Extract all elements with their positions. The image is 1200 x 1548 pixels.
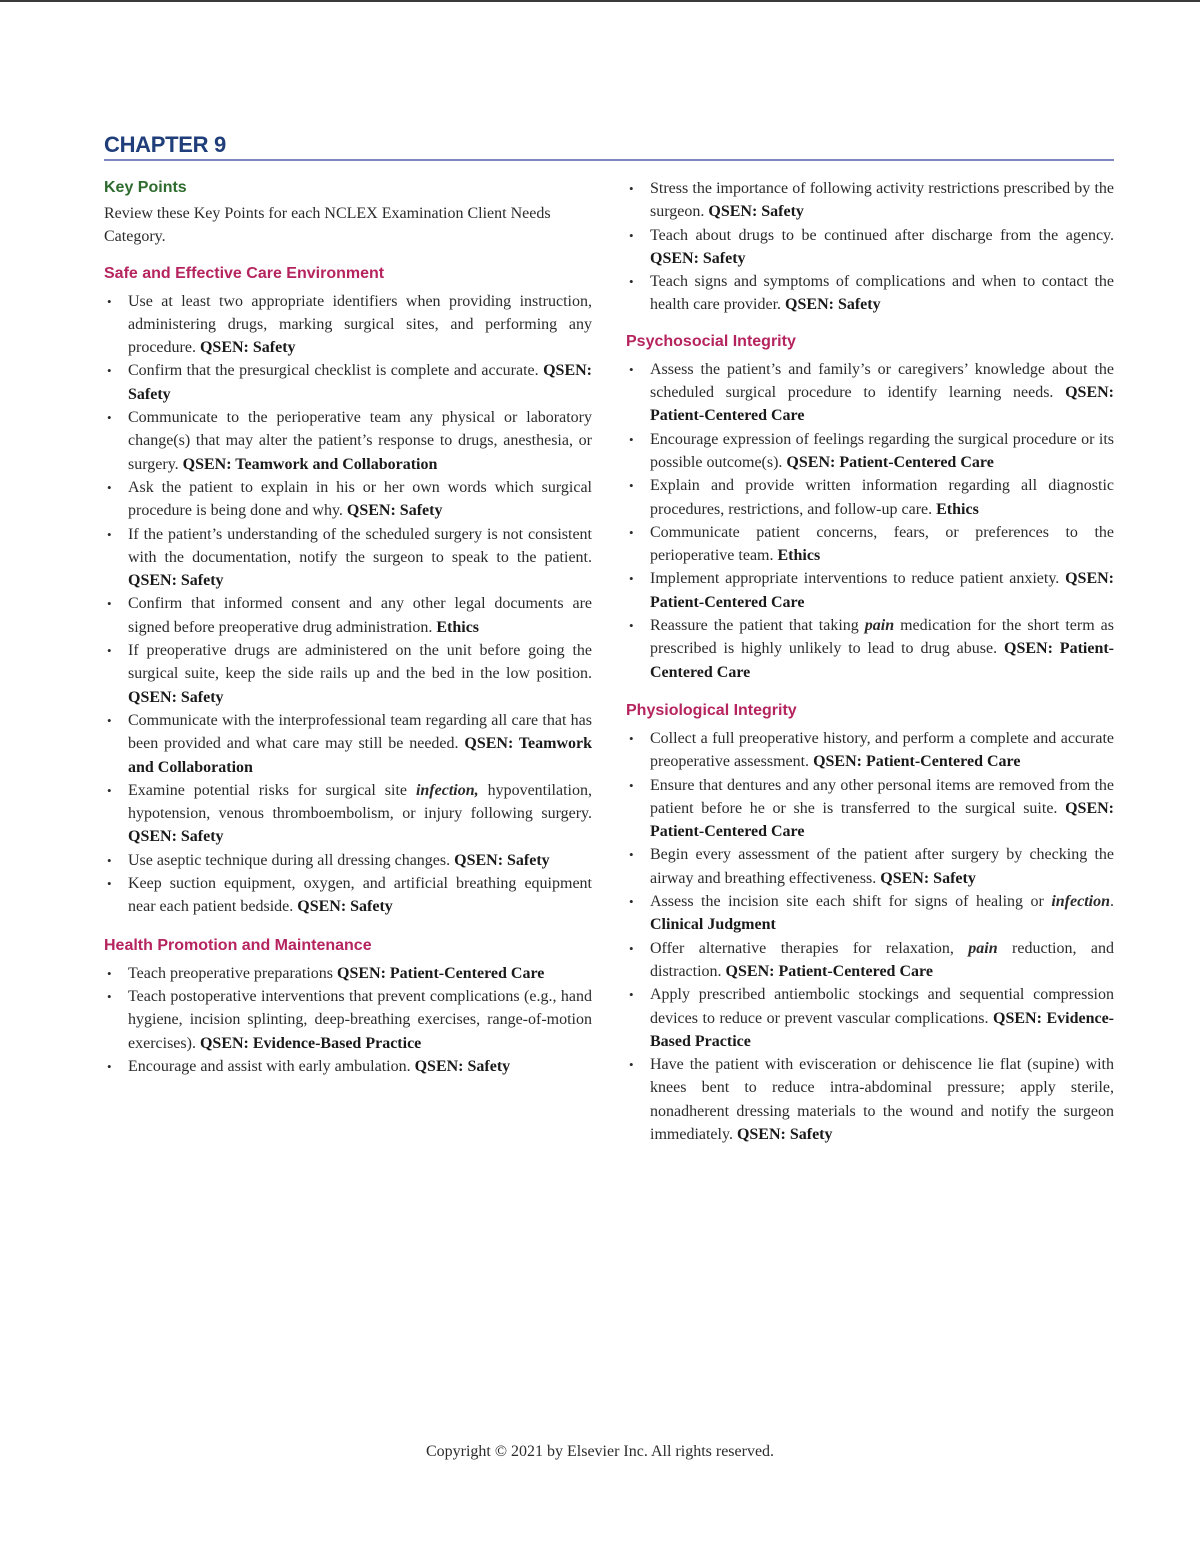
list-item	[626, 177, 1114, 224]
item-text: Teach signs and symptoms of complications and when to contact the health care provider.	[650, 273, 1114, 314]
item-text: Explain and provide written information regarding all diagnostic procedures, restrictions, and follow-up care.	[650, 477, 1114, 518]
physiological-list	[626, 727, 1114, 1146]
item-tag: QSEN: Safety	[297, 898, 393, 916]
item-keyword: pain	[968, 939, 998, 957]
item-keyword: pain	[864, 617, 895, 635]
item-tag: QSEN: Safety	[414, 1057, 511, 1075]
item-text: Have the patient with evisceration or dehiscence lie flat (supine) with knees bent to reduce intra-abdominal pressure; apply sterile, nonadherent dressing materials to the wound and notify the surgeon immediately.	[650, 1056, 1114, 1143]
item-tag: QSEN: Patient-Centered Care	[337, 964, 545, 982]
item-text: Examine potential risks for surgical site	[128, 781, 416, 799]
item-text-continued: .	[1110, 893, 1114, 911]
item-keyword: infection	[1051, 893, 1110, 911]
item-tag: QSEN: Patient-Centered Care	[813, 753, 1021, 771]
item-tag: QSEN: Evidence-Based Practice	[650, 1009, 1114, 1050]
item-text: Use aseptic technique during all dressing changes.	[128, 851, 455, 869]
item-tag: QSEN: Patient-Centered Care	[650, 570, 1114, 611]
item-text: Encourage expression of feelings regarding the surgical procedure or its possible outcome(s).	[650, 430, 1114, 471]
copyright-footer: Copyright © 2021 by Elsevier Inc. All rights reserved.	[425, 1443, 775, 1460]
key-points-heading: Key Points	[104, 179, 187, 196]
item-text: Apply prescribed antiembolic stockings and sequential compression devices to reduce or prevent vascular complications.	[650, 986, 1114, 1027]
list-item	[626, 224, 1114, 271]
list-item	[104, 1055, 592, 1078]
item-text: Use at least two appropriate identifiers when providing instruction, administering drugs, marking surgical sites, and performing any procedure.	[128, 292, 592, 357]
item-text: Keep suction equipment, oxygen, and artificial breathing equipment near each patient bedside.	[128, 875, 592, 916]
item-tag: QSEN: Safety	[128, 688, 224, 706]
item-tag: QSEN: Safety	[736, 1125, 833, 1143]
item-text: Teach postoperative interventions that prevent complications (e.g., hand hygiene, incision splinting, deep-breathing exercises, range-of-motion exercises).	[128, 987, 592, 1052]
list-item	[626, 567, 1114, 614]
list-item	[104, 849, 592, 872]
item-tag: QSEN: Safety	[128, 362, 592, 403]
item-tag: QSEN: Safety	[128, 828, 224, 846]
item-text: Assess the incision site each shift for signs of healing or	[650, 893, 1052, 911]
health-promo-list	[104, 962, 592, 1078]
right-column	[626, 177, 1114, 1146]
item-text: Stress the importance of following activity restrictions prescribed by the surgeon.	[650, 180, 1114, 221]
item-tag: QSEN: Safety	[708, 203, 804, 221]
item-text: Teach about drugs to be continued after discharge from the agency.	[650, 226, 1114, 244]
item-tag: QSEN: Safety	[880, 869, 976, 887]
list-item	[626, 614, 1114, 684]
item-tag: QSEN: Evidence-Based Practice	[199, 1034, 422, 1052]
list-item	[626, 521, 1114, 568]
list-item	[626, 270, 1114, 317]
item-tag: QSEN: Safety	[650, 249, 746, 267]
item-text: Assess the patient’s and family’s or caregivers’ knowledge about the scheduled surgical procedure to identify learning needs.	[650, 360, 1114, 402]
item-tag: QSEN: Patient-Centered Care	[650, 799, 1114, 841]
item-text-continued: medication for the short term as prescribed is highly unlikely to lead to drug abuse.	[650, 617, 1115, 658]
item-text-continued: hypoventilation, hypotension, venous thromboembolism, or injury following surgery.	[128, 781, 592, 823]
list-item	[104, 290, 592, 360]
health-promo-heading: Health Promotion and Maintenance	[104, 936, 372, 954]
list-item	[626, 358, 1114, 428]
item-tag: QSEN: Patient-Centered Care	[725, 962, 933, 980]
psychosocial-heading: Psychosocial Integrity	[626, 332, 796, 350]
list-item	[104, 523, 592, 593]
item-text: Communicate to the perioperative team any physical or laboratory change(s) that may alter the patient’s response to drugs, anesthesia, or surgery.	[128, 409, 592, 473]
left-column	[104, 177, 592, 1078]
item-text: Ensure that dentures and any other personal items are removed from the patient before he or she is transferred to the surgical suite.	[650, 776, 1114, 817]
list-item	[626, 774, 1114, 844]
item-text: Begin every assessment of the patient after surgery by checking the airway and breathing effectiveness.	[650, 846, 1114, 887]
item-text: Implement appropriate interventions to reduce patient anxiety.	[650, 570, 1066, 588]
item-text: If the patient’s understanding of the scheduled surgery is not consistent with the documentation, notify the surgeon to speak to the patient.	[128, 525, 592, 566]
list-item	[626, 937, 1114, 984]
list-item	[104, 985, 592, 1055]
list-item	[104, 709, 592, 779]
list-item	[104, 406, 592, 476]
item-text: If preoperative drugs are administered on the unit before going the surgical suite, keep the side rails up and the bed in the low position.	[128, 642, 592, 683]
list-item	[104, 359, 592, 406]
item-text: Offer alternative therapies for relaxation,	[650, 939, 969, 957]
item-tag: QSEN: Patient-Centered Care	[786, 453, 994, 471]
item-tag: QSEN: Safety	[199, 339, 296, 357]
list-item	[626, 727, 1114, 774]
list-item	[104, 639, 592, 709]
item-text: Communicate patient concerns, fears, or preferences to the perioperative team.	[650, 523, 1114, 565]
list-item	[626, 983, 1114, 1053]
list-item	[626, 890, 1114, 937]
key-points-intro: Review these Key Points for each NCLEX Examination Client Needs Category.	[104, 205, 551, 246]
item-tag: Ethics	[436, 618, 480, 636]
item-tag: QSEN: Safety	[346, 502, 443, 520]
chapter-title: CHAPTER 9	[104, 132, 226, 157]
top-border-line	[0, 0, 1200, 2]
item-tag: QSEN: Teamwork and Collaboration	[128, 735, 593, 776]
item-tag: Ethics	[936, 500, 979, 518]
item-tag: QSEN: Patient-Centered Care	[650, 640, 1114, 681]
list-item	[104, 592, 592, 639]
item-tag: QSEN: Safety	[785, 296, 881, 314]
physiological-heading: Physiological Integrity	[626, 701, 797, 719]
item-text: Ask the patient to explain in his or her own words which surgical procedure is being done and why.	[128, 478, 592, 520]
list-item	[104, 872, 592, 919]
item-text-continued: reduction, and distraction.	[650, 939, 1114, 980]
list-item	[626, 843, 1114, 890]
item-text: Encourage and assist with early ambulation.	[128, 1057, 415, 1075]
item-text: Reassure the patient that taking	[650, 617, 865, 635]
list-item	[104, 779, 592, 849]
item-text: Collect a full preoperative history, and perform a complete and accurate preoperative assessment.	[650, 729, 1114, 771]
psychosocial-list	[626, 358, 1114, 684]
list-item	[104, 962, 592, 985]
list-item	[626, 428, 1114, 475]
item-tag: Clinical Judgment	[650, 916, 776, 934]
list-item	[626, 1053, 1114, 1146]
item-keyword: infection,	[415, 781, 479, 799]
item-text: Communicate with the interprofessional team regarding all care that has been provided and what care may still be needed.	[128, 711, 592, 753]
list-item	[626, 474, 1114, 521]
item-tag: QSEN: Safety	[454, 851, 550, 869]
safe-env-heading: Safe and Effective Care Environment	[104, 264, 385, 282]
list-item	[104, 476, 592, 523]
item-tag: QSEN: Patient-Centered Care	[650, 384, 1114, 425]
item-tag: QSEN: Safety	[128, 572, 224, 590]
safe-env-list	[104, 290, 592, 919]
item-text: Teach preoperative preparations	[128, 964, 337, 982]
item-tag: QSEN: Teamwork and Collaboration	[182, 455, 438, 473]
health-promo-continued-list	[626, 177, 1114, 317]
item-tag: Ethics	[777, 547, 821, 565]
item-text: Confirm that the presurgical checklist is complete and accurate.	[128, 362, 544, 380]
chapter-divider	[104, 159, 1114, 161]
item-text: Confirm that informed consent and any other legal documents are signed before preoperative drug administration.	[128, 595, 592, 636]
